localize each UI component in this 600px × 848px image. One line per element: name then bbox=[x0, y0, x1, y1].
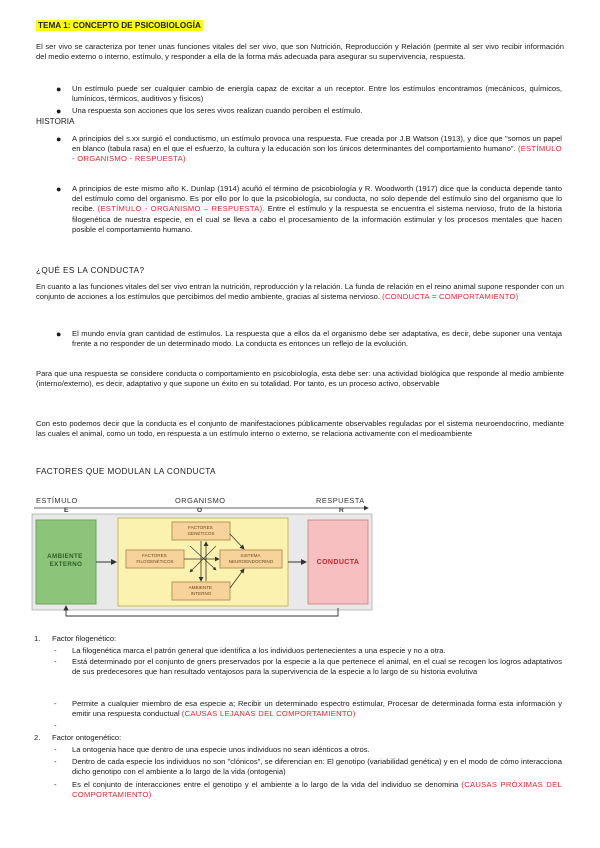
bullet-icon: ● bbox=[56, 84, 62, 94]
dash-bullet: - bbox=[54, 657, 57, 666]
page-title: TEMA 1: CONCEPTO DE PSICOBIOLOGÍA bbox=[38, 21, 201, 30]
red-highlight: (ESTÍMULO - ORGANISMO - RESPUESTA) bbox=[72, 144, 562, 164]
list-item: - Dentro de cada especie los individuos no son "clónicos", se diferencian en: El genotipo (variabilidad genética) y en el modo de cómo interacciona dicho genotipo con el ambiente a lo largo de la vida (ontogenia) bbox=[54, 757, 562, 777]
estimulo-symbol: E bbox=[64, 507, 69, 514]
list-number: 1. bbox=[34, 634, 41, 643]
list-item: - Permite a cualquier miembro de esa especie a; Recibir un determinado espectro estimular, Procesar de determinada forma esta información y emitir una respuesta conductual (CAUSAS LEJANAS DEL COMPORTAMIENTO) bbox=[54, 699, 562, 719]
factores-filogeneticos-line: FILOGENÉTICOS bbox=[136, 559, 174, 564]
list-item: - Es el conjunto de interacciones entre el genotipo y el ambiente a lo largo de la vida del individuo se denomina (CAUSAS PRÓXIMAS DEL COMPORTAMIENTO) bbox=[54, 780, 562, 800]
list-number: 2. bbox=[34, 733, 41, 742]
respuesta-symbol: R bbox=[339, 507, 344, 514]
organismo-label: ORGANISMO bbox=[175, 496, 226, 505]
dash-bullet: - bbox=[54, 745, 57, 754]
conducta-paragraph-2: Para que una respuesta se considere conducta o comportamiento en psicobiología, esta debe ser: una actividad biológica que responde al medio ambiente (interno/externo), es decir, adaptativo y que supone un éxito en su totalidad. Por tanto, es un proceso activo, observable bbox=[36, 369, 564, 389]
conducta-paragraph-3: Con esto podemos decir que la conducta es el conjunto de manifestaciones públicamente observables reguladas por el sistema neuroendocrino, mediante las cuales el animal, como un todo, en respuesta a un estímulo interno o externo, se relaciona activamente con el medioambiente bbox=[36, 419, 564, 439]
bullet-icon: ● bbox=[56, 184, 62, 194]
ambiente-externo-line: EXTERNO bbox=[49, 561, 83, 568]
diagram-svg bbox=[30, 496, 374, 620]
respuesta-label: RESPUESTA bbox=[316, 496, 365, 505]
factores-geneticos-line: GENÉTICOS bbox=[187, 531, 215, 536]
bullet-icon: ● bbox=[56, 134, 62, 144]
empty-dash: - bbox=[54, 721, 57, 730]
sistema-neuroendocrino-line: SISTEMA bbox=[240, 553, 261, 558]
list-item: ● A principios de este mismo año K. Dunlap (1914) acuñó el término de psicobiología y R. Woodworth (1917) dice que la conducta depende tanto del estímulo como del organismo. Es por ello por lo que la psicobiología, su conducta, no solo depende del estímulo sino del organismo que lo recibe. (ESTÍMULO - ORGANISMO – RESPUESTA). Entre el estímulo y la respuesta se encuentra el sistema nervioso, fruto de la historia filogenética de nuestra especie, en el cual se lleva a cabo el procesamiento de la información estimular y los procesos mentales que hacen posible el comportamiento humano. bbox=[56, 184, 562, 234]
factores-geneticos-label bbox=[187, 525, 214, 536]
bullet-icon: ● bbox=[56, 329, 62, 339]
list-item: ● El mundo envía gran cantidad de estímulos. La respuesta que a ellos da el organismo debe ser adaptativa, es decir, debe suponer una ventaja frente a no responder de un determinado modo. La conducta es entonces un reflejo de la evolución. bbox=[56, 329, 562, 349]
intro-paragraph: El ser vivo se caracteriza por tener unas funciones vitales del ser vivo, que son Nutrición, Reproducción y Relación (permite al ser vivo recibir información del medio externo o interno, estímulo, y responder a ella de la forma más adecuada para asegurar su supervivencia, respuesta. bbox=[36, 42, 564, 62]
list-item: ● Una respuesta son acciones que los seres vivos realizan cuando perciben el estímulo. bbox=[56, 106, 363, 116]
red-highlight: (CONDUCTA = COMPORTAMIENTO) bbox=[382, 292, 519, 302]
factores-filogeneticos-line: FACTORES bbox=[142, 553, 167, 558]
list-item: - Está determinado por el conjunto de gners preservados por la especie a la que pertenece el animal, en el cual se recogen los logros adaptativos de sus predecesores que han resultado ventajosos para la supervivencia de la especie a lo largo de su historia evolutiva bbox=[54, 657, 562, 677]
dash-bullet: - bbox=[54, 646, 57, 655]
sistema-neuroendocrino-line: NEUROENDOCRINO bbox=[228, 559, 274, 564]
factor-ontogenetico-title: 2. Factor ontogenético: bbox=[34, 733, 122, 742]
list-item: - La filogenética marca el patrón general que identifica a los individuos pertenecientes a una especie y no a otra. bbox=[54, 646, 446, 655]
ambiente-interno-line: INTERNO bbox=[190, 591, 212, 596]
factores-diagram bbox=[30, 496, 374, 620]
historia-heading: HISTORIA bbox=[36, 117, 75, 126]
conducta-heading: ¿QUÉ ES LA CONDUCTA? bbox=[36, 266, 145, 275]
organismo-symbol: O bbox=[197, 507, 203, 514]
bullet-icon: ● bbox=[56, 106, 62, 116]
list-item: ● Un estímulo puede ser cualquier cambio de energía capaz de excitar a un receptor. Entre los estímulos encontramos (mecánicos, químicos, lumínicos, térmicos, auditivos y físicos) bbox=[56, 84, 562, 104]
red-highlight: (ESTÍMULO - ORGANISMO – RESPUESTA). bbox=[97, 204, 265, 214]
list-item: - La ontogenia hace que dentro de una especie unos individuos no sean idénticos a otros. bbox=[54, 745, 370, 754]
factores-geneticos-line: FACTORES bbox=[188, 525, 213, 530]
dash-bullet: - bbox=[54, 757, 57, 766]
estimulo-label: ESTÍMULO bbox=[36, 496, 78, 505]
ambiente-interno-label bbox=[189, 585, 214, 596]
factor-filogenetico-title: 1. Factor filogenético: bbox=[34, 634, 117, 643]
red-highlight: (CAUSAS PRÓXIMAS DEL COMPORTAMIENTO) bbox=[72, 780, 562, 800]
list-item: ● A principios del s.xx surgió el conductismo, un estímulo provoca una respuesta. Fue creada por J.B Watson (1913), y dice que "somos un papel en blanco (tabula rasa) en el que el esfuerzo, la cultura y la educación son los únicos determinantes del comportamiento humano". (ESTÍMULO - ORGANISMO - RESPUESTA) bbox=[56, 134, 562, 164]
dash-bullet: - bbox=[54, 780, 57, 789]
red-highlight: (CAUSAS LEJANAS DEL COMPORTAMIENTO) bbox=[181, 709, 356, 719]
ambiente-interno-line: AMBIENTE bbox=[188, 585, 213, 590]
ambiente-externo-line: AMBIENTE bbox=[47, 553, 83, 560]
factores-heading: FACTORES QUE MODULAN LA CONDUCTA bbox=[36, 467, 216, 476]
conducta-label: CONDUCTA bbox=[316, 559, 360, 566]
conducta-paragraph: En cuanto a las funciones vitales del ser vivo entran la nutrición, reproducción y la relación. La funda de relación en el reino animal supone responder con un conjunto de acciones a los estímulos que percibimos del medio ambiente, gracias al sistema nervioso. (CONDUCTA = COMPORTAMIENTO) bbox=[36, 282, 564, 302]
ambiente-externo-label bbox=[47, 553, 85, 568]
dash-bullet: - bbox=[54, 699, 57, 708]
